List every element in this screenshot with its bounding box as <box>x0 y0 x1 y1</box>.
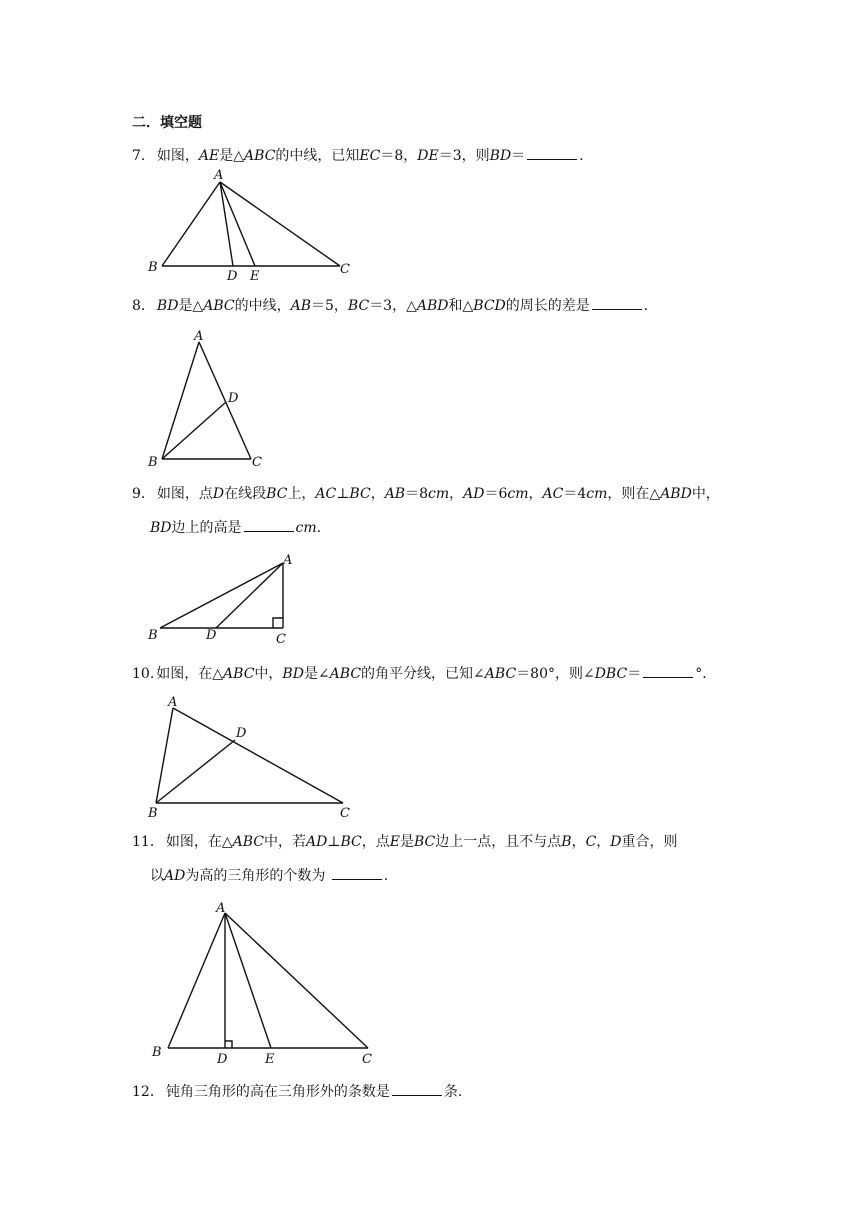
question-text: 如图，点 <box>156 486 213 502</box>
math-symbol: cm <box>586 486 608 502</box>
question-11 <box>132 832 678 852</box>
right-angle-mark <box>225 1041 232 1048</box>
math-symbol: ABC <box>244 148 276 164</box>
math-symbol: ABC <box>203 298 235 314</box>
question-text: 如图，在△ <box>165 834 233 850</box>
question-text: 钝角三角形的高在三角形外的条数是 <box>165 1084 390 1100</box>
math-symbol: DBC <box>594 666 628 682</box>
question-text: 是∠ <box>303 666 330 682</box>
answer-blank[interactable] <box>244 519 294 532</box>
figure-q9 <box>140 550 310 645</box>
math-symbol: D <box>610 834 622 850</box>
label-c: C <box>276 632 286 647</box>
math-symbol: BD <box>489 148 512 164</box>
label-b: B <box>148 628 158 643</box>
math-symbol: ABC <box>329 666 362 682</box>
math-symbol: cm <box>507 486 529 502</box>
question-9 <box>132 484 720 504</box>
math-symbol: ABD <box>416 298 449 314</box>
label-d: D <box>236 726 247 741</box>
math-symbol: B <box>561 834 572 850</box>
label-a: A <box>214 168 224 183</box>
math-symbol: DE <box>417 148 439 164</box>
question-text: ⊥ <box>327 834 341 850</box>
segment <box>160 563 283 628</box>
question-text: . <box>579 148 584 164</box>
question-10 <box>132 664 716 684</box>
question-text: 在线段 <box>224 486 267 502</box>
math-symbol: E <box>389 834 400 850</box>
question-text: 以 <box>150 868 164 884</box>
question-text: 是△ <box>178 298 204 314</box>
question-text: 8． <box>132 298 155 314</box>
question-text: 边上的高是 <box>171 520 242 536</box>
figure-q10 <box>140 690 370 820</box>
math-symbol: ABC <box>484 666 517 682</box>
math-symbol: cm <box>428 486 450 502</box>
question-text: 10. <box>132 666 155 682</box>
label-e: E <box>265 1052 275 1067</box>
question-text: 的角平分线，已知∠ <box>361 666 485 682</box>
question-text: . <box>643 298 649 314</box>
label-d: D <box>227 269 238 284</box>
math-symbol: C <box>585 834 597 850</box>
figure-q11 <box>140 896 380 1066</box>
math-symbol: ABD <box>660 486 692 502</box>
question-text: 重合，则 <box>621 834 678 850</box>
question-text: ＝8 <box>405 486 429 502</box>
question-text: °． <box>695 666 717 682</box>
question-11-line2 <box>150 866 388 886</box>
question-text: 的周长的差是 <box>505 298 590 314</box>
question-text: 边上一点，且不与点 <box>435 834 562 850</box>
figure-q7 <box>140 168 370 284</box>
question-text: ＝80°，则∠ <box>516 666 595 682</box>
question-text: 11． <box>132 834 164 850</box>
question-text: 9． <box>132 486 155 502</box>
label-d: D <box>206 628 217 643</box>
label-d: D <box>228 391 239 406</box>
math-symbol: AD <box>463 486 485 502</box>
section-title: 二．填空题 <box>132 115 202 131</box>
math-symbol: AC <box>542 486 564 502</box>
segment <box>156 740 235 803</box>
question-text: 条. <box>443 1084 463 1100</box>
segment <box>156 708 173 803</box>
segment <box>173 708 343 803</box>
math-symbol: BD <box>150 520 172 536</box>
segment <box>220 182 233 266</box>
label-e: E <box>250 269 260 284</box>
question-text: ， <box>449 486 464 502</box>
label-b: B <box>148 806 158 821</box>
math-symbol: AC <box>315 486 337 502</box>
math-symbol: cm <box>295 520 317 536</box>
question-text: ， <box>571 834 586 850</box>
math-symbol: BC <box>414 834 436 850</box>
question-text: ， <box>370 486 385 502</box>
segment <box>225 913 368 1048</box>
question-text: ， <box>596 834 611 850</box>
answer-blank[interactable] <box>332 867 382 880</box>
question-text: ，则在△ <box>607 486 661 502</box>
question-text: 是△ <box>219 148 245 164</box>
question-text: 如图，在△ <box>156 666 224 682</box>
label-b: B <box>152 1045 162 1060</box>
question-text: 中， <box>254 666 283 682</box>
question-text: 12． <box>132 1084 164 1100</box>
math-symbol: BC <box>340 834 362 850</box>
question-text: 如图， <box>156 148 199 164</box>
question-text: ＝6 <box>484 486 508 502</box>
question-8 <box>132 296 648 316</box>
label-c: C <box>362 1052 372 1067</box>
question-text: . <box>316 520 322 536</box>
question-text: 是 <box>400 834 414 850</box>
math-symbol: AE <box>198 148 220 164</box>
math-symbol: AB <box>290 298 311 314</box>
question-text: ＝8， <box>380 148 418 164</box>
question-text: ＝5， <box>311 298 348 314</box>
question-text: ，点 <box>361 834 390 850</box>
math-symbol: ABC <box>223 666 255 682</box>
question-text: ＝3，△ <box>369 298 417 314</box>
answer-blank[interactable] <box>643 665 693 678</box>
segment <box>199 342 251 459</box>
math-symbol: AD <box>305 834 328 850</box>
label-b: B <box>148 455 158 470</box>
answer-blank[interactable] <box>392 1083 442 1096</box>
math-symbol: BC <box>266 486 288 502</box>
question-text: 的中线，已知 <box>275 148 360 164</box>
label-a: A <box>194 329 204 344</box>
label-b: B <box>148 260 158 275</box>
question-7 <box>132 146 584 166</box>
question-text: 的中线， <box>234 298 291 314</box>
label-a: A <box>283 553 293 568</box>
answer-blank[interactable] <box>527 147 577 160</box>
math-symbol: EC <box>359 148 381 164</box>
answer-blank[interactable] <box>592 297 642 310</box>
math-symbol: BD <box>282 666 304 682</box>
math-symbol: ABC <box>232 834 264 850</box>
segment <box>162 342 199 459</box>
question-text: ＝3，则 <box>438 148 490 164</box>
question-text: ＝ <box>627 666 642 682</box>
label-c: C <box>340 262 350 277</box>
segment <box>225 913 271 1048</box>
math-symbol: BC <box>347 298 370 314</box>
question-12 <box>132 1082 462 1102</box>
question-text: 上， <box>287 486 316 502</box>
question-text: 为高的三角形的个数为 <box>185 868 326 884</box>
math-symbol: AB <box>384 486 406 502</box>
question-text: ＝ <box>511 148 526 164</box>
math-symbol: D <box>212 486 225 502</box>
segment <box>162 182 220 266</box>
math-symbol: BD <box>156 298 179 314</box>
question-text: ⊥ <box>336 486 350 502</box>
question-text: ， <box>528 486 543 502</box>
label-c: C <box>340 806 350 821</box>
question-text: 7． <box>132 148 155 164</box>
math-symbol: BCD <box>473 298 506 314</box>
math-symbol: AD <box>164 868 186 884</box>
label-a: A <box>168 695 178 710</box>
question-text: . <box>383 868 389 884</box>
math-symbol: BC <box>349 486 371 502</box>
right-angle-mark <box>273 618 283 628</box>
question-text: ＝4 <box>563 486 587 502</box>
label-d: D <box>217 1052 228 1067</box>
label-c: C <box>252 455 262 470</box>
question-9-line2 <box>150 518 321 538</box>
label-a: A <box>216 901 226 916</box>
question-text: 中，若 <box>263 834 306 850</box>
figure-q8 <box>140 322 280 472</box>
question-text: 和△ <box>448 298 474 314</box>
question-text: 中， <box>691 486 720 502</box>
segment <box>168 913 225 1048</box>
